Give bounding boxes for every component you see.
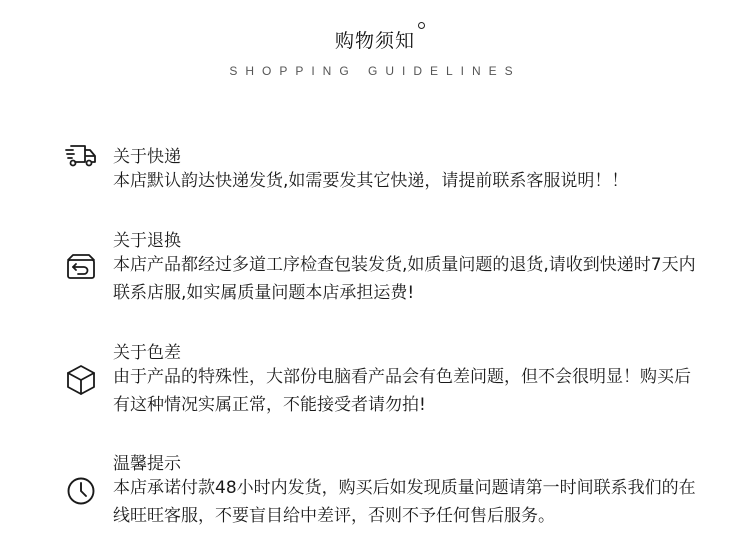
section-body: 由于产品的特殊性，大部份电脑看产品会有色差问题，但不会很明显！购买后有这种情况实属正常，不能接受者请勿拍! xyxy=(113,367,691,415)
section-heading: 温馨提示 xyxy=(113,454,181,474)
decorative-circle-icon xyxy=(418,22,425,29)
section-body: 本店默认韵达快递发货,如需要发其它快递，请提前联系客服说明！！ xyxy=(113,171,629,191)
section-body: 本店产品都经过多道工序检查包装发货,如质量问题的退货,请收到快递时7天内联系店服,如实属质量问题本店承担运费! xyxy=(113,255,696,303)
section-body: 本店承诺付款48小时内发货，购买后如发现质量问题请第一时间联系我们的在线旺旺客服，不要盲目给中差评，否则不予任何售后服务。 xyxy=(113,478,696,526)
section-heading: 关于退换 xyxy=(113,231,181,251)
delivery-truck-icon xyxy=(64,138,98,172)
clock-icon xyxy=(64,474,98,508)
section-heading: 关于快递 xyxy=(113,147,181,167)
page-subtitle: SHOPPING GUIDELINES xyxy=(229,64,521,78)
cube-icon xyxy=(64,363,98,397)
return-box-icon xyxy=(64,250,98,284)
page-title: 购物须知 xyxy=(334,30,415,52)
section-heading: 关于色差 xyxy=(113,343,181,363)
